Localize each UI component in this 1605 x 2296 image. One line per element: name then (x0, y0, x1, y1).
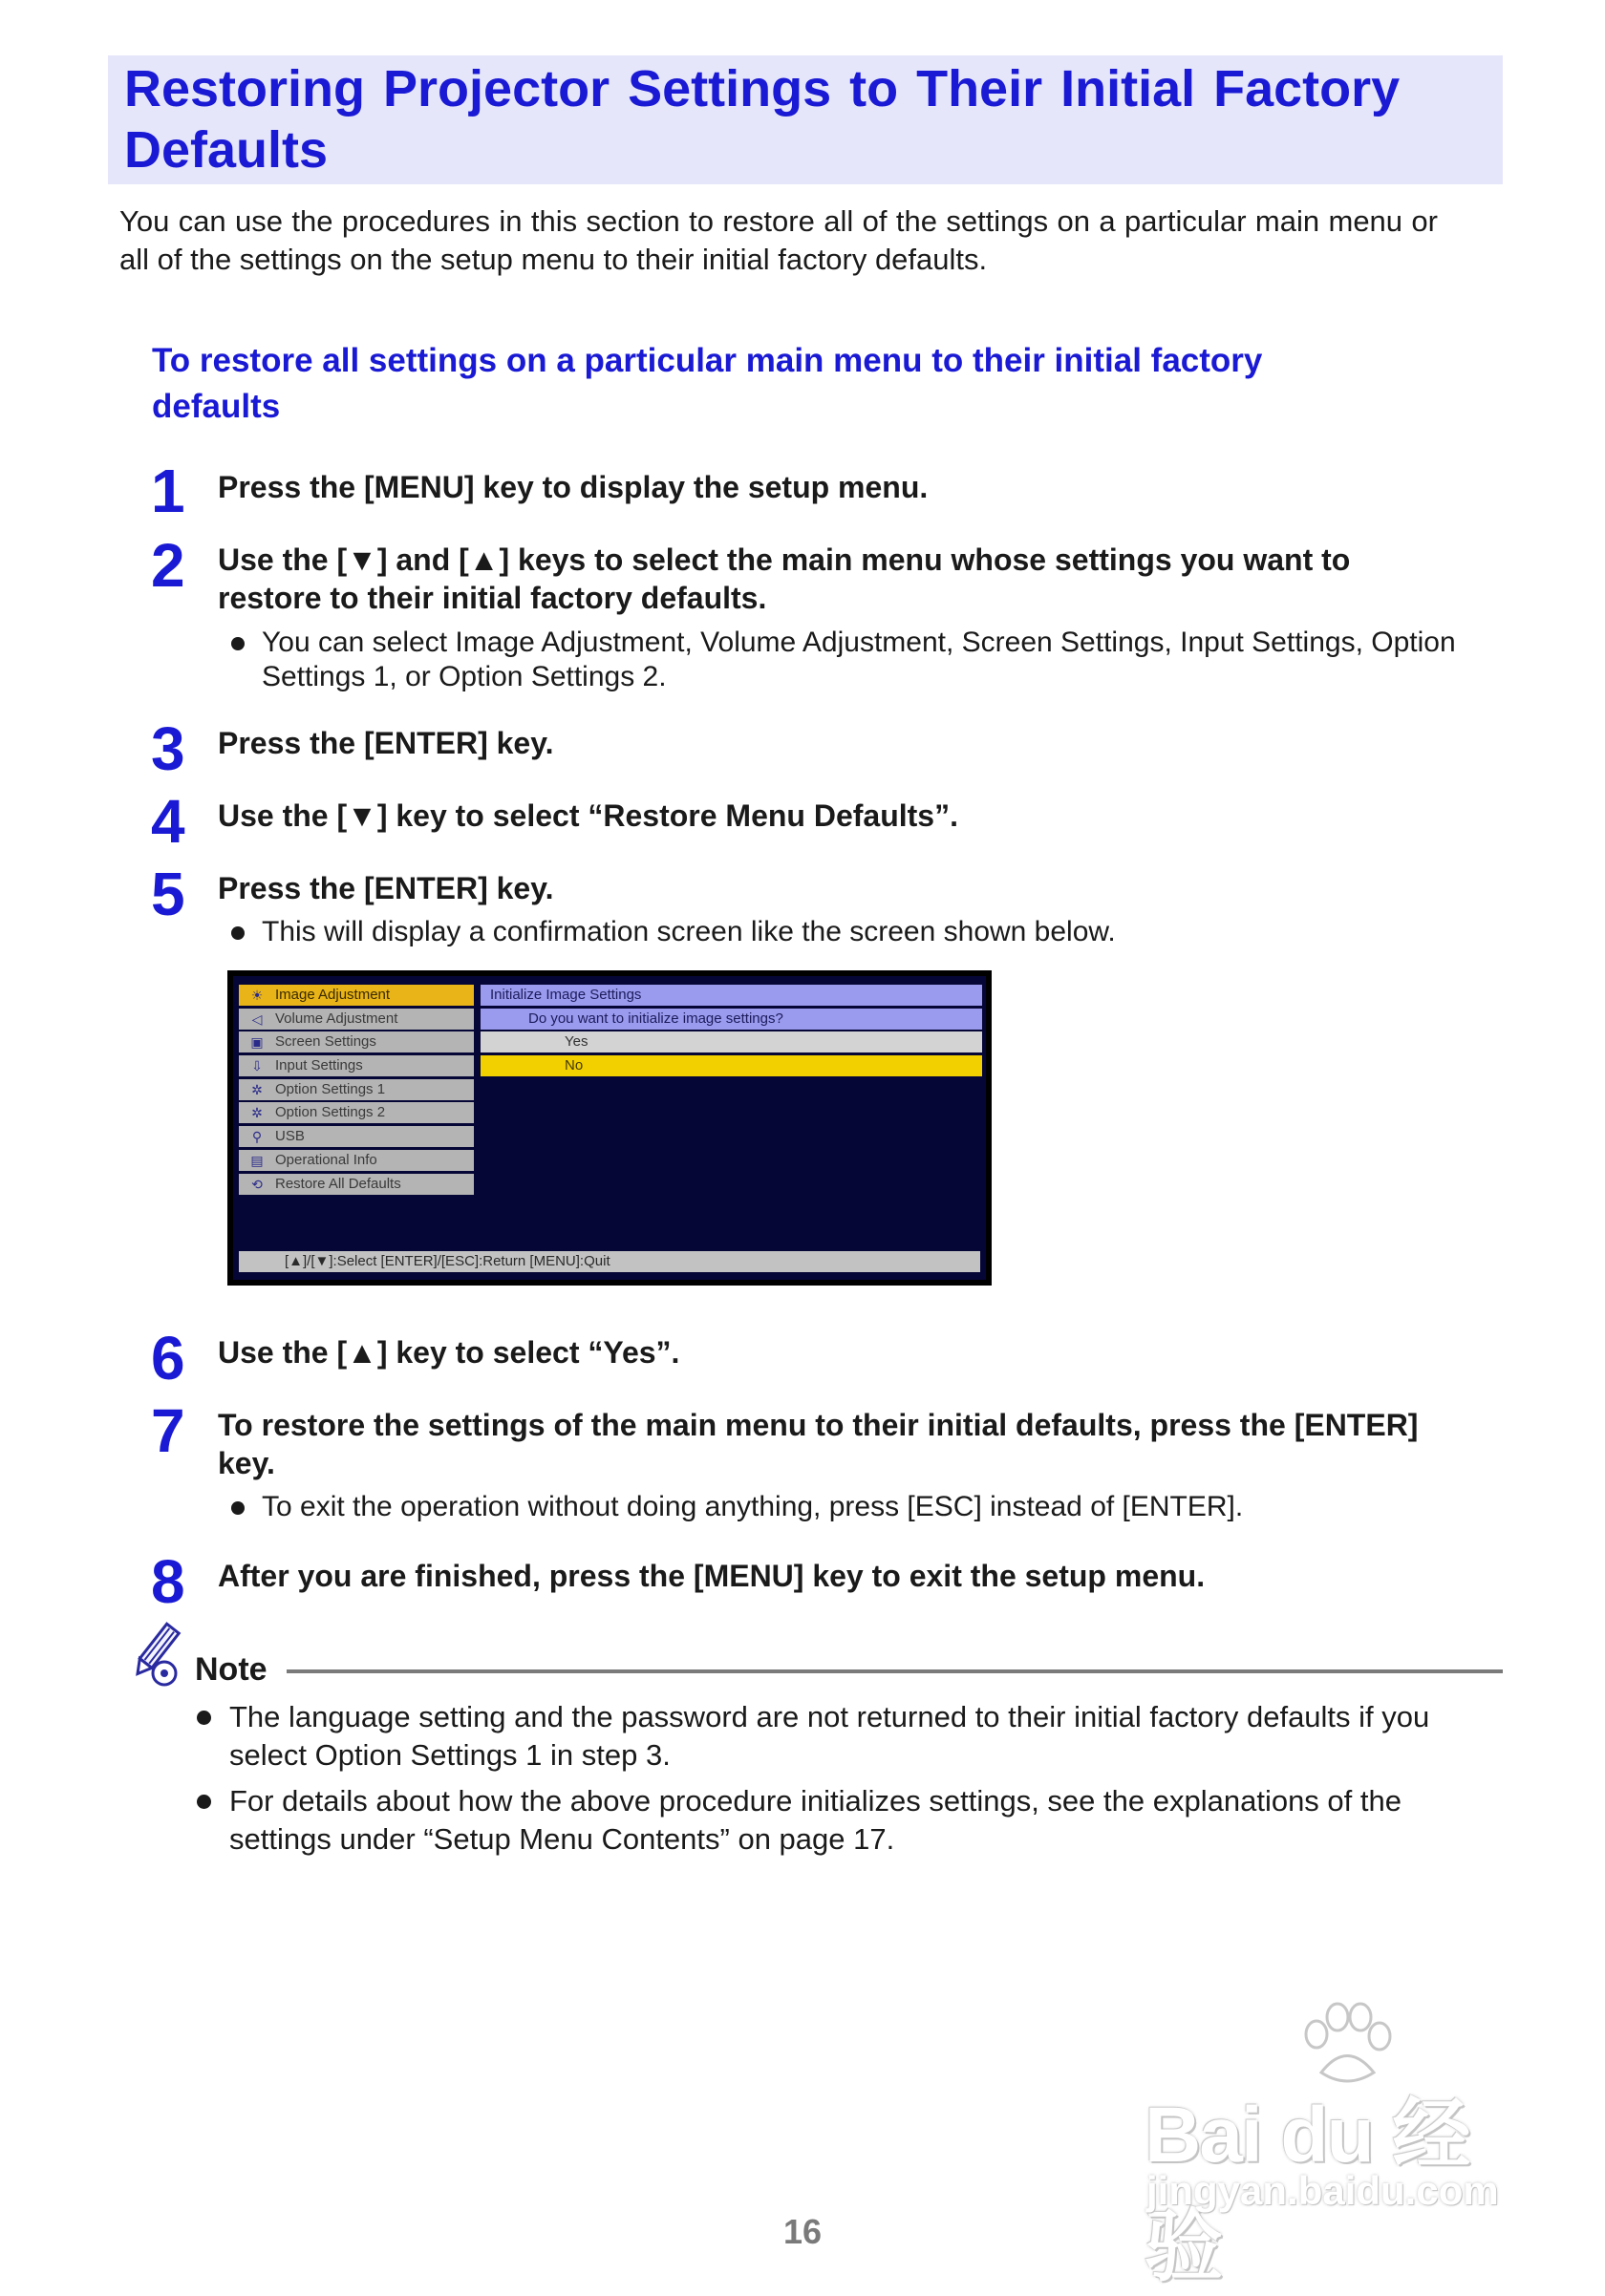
step-bullet (231, 626, 1466, 694)
osd-question: Do you want to initialize image settings? (481, 1009, 982, 1030)
note-item-text: The language setting and the password are not returned to their initial factory defaults if you select Option Settings 1 in step 3. (229, 1700, 1430, 1772)
bullet-dot (197, 1711, 211, 1725)
procedure-heading: To restore all settings on a particular main menu to their initial factory defaults (152, 342, 1263, 425)
bullet-dot (231, 637, 245, 650)
intro-paragraph: You can use the procedures in this section to restore all of the settings on a particular main menu or all of the settings on the setup menu to their initial factory defaults. (119, 204, 1438, 276)
osd-menu-item (239, 1174, 474, 1195)
osd-menu-item (239, 1150, 474, 1171)
note-divider (287, 1669, 1503, 1673)
osd-option-yes: Yes (481, 1031, 982, 1052)
osd-menu-item (239, 1031, 474, 1052)
step-number: 1 (151, 457, 185, 525)
step-number: 4 (151, 787, 185, 856)
step-bullet-text: To exit the operation without doing anything, press [ESC] instead of [ENTER]. (262, 1491, 1244, 1522)
osd-menu-item (239, 1126, 474, 1147)
osd-dialog-panel (481, 985, 982, 1079)
osd-key-guide: [▲]/[▼]:Select [ENTER]/[ESC]:Return [MENU]:Quit (239, 1251, 980, 1272)
step-number: 8 (151, 1547, 185, 1616)
pencil-note-icon (118, 1620, 187, 1689)
title-bar (108, 55, 1503, 184)
note-item-text: For details about how the above procedure initializes settings, see the explanations of the settings under “Setup Menu Contents” on page 17. (229, 1784, 1402, 1856)
step-text: To restore the settings of the main menu to their initial defaults, press the [ENTER] key. (218, 1408, 1419, 1480)
step-text: After you are finished, press the [MENU] key to exit the setup menu. (218, 1559, 1206, 1593)
note-item (197, 1698, 1490, 1775)
step-bullet-text: This will display a confirmation screen like the screen shown below. (262, 916, 1116, 947)
osd-menu-label: Option Settings 1 (275, 1080, 386, 1097)
osd-screen (233, 976, 986, 1280)
osd-menu-label: Restore All Defaults (275, 1175, 401, 1192)
step-text: Use the [▼] key to select “Restore Menu Defaults”. (218, 798, 958, 833)
osd-menu-item (239, 1009, 474, 1030)
osd-main-menu (239, 985, 474, 1197)
step-number: 7 (151, 1396, 185, 1465)
speaker-icon: ◁ (251, 1010, 263, 1027)
osd-menu-item (239, 1055, 474, 1076)
usb-icon: ⚲ (251, 1129, 263, 1145)
osd-option-no: No (481, 1055, 982, 1076)
step-text: Use the [▲] key to select “Yes”. (218, 1335, 680, 1370)
osd-menu-item (239, 1079, 474, 1100)
osd-menu-label: Input Settings (275, 1057, 363, 1074)
osd-menu-item (239, 985, 474, 1006)
osd-menu-item (239, 1102, 474, 1123)
baidu-watermark (1125, 1996, 1527, 2290)
osd-panel-title: Initialize Image Settings (481, 985, 982, 1006)
osd-menu-label: USB (275, 1128, 305, 1145)
page-title: Restoring Projector Settings to Their Initial Factory Defaults (124, 60, 1401, 179)
step-number: 2 (151, 531, 185, 600)
step-number: 5 (151, 860, 185, 928)
step-text: Use the [▼] and [▲] keys to select the main menu whose settings you want to restore to their initial factory defaults. (218, 542, 1351, 615)
page-number: 16 (782, 2212, 823, 2251)
screen-icon: ▣ (250, 1034, 264, 1051)
step-text: Press the [MENU] key to display the setup menu. (218, 470, 929, 504)
step-number: 3 (151, 714, 185, 783)
osd-menu-label: Screen Settings (275, 1033, 376, 1051)
watermark-logo-text: Bai du 经验 (1145, 2092, 1469, 2290)
osd-menu-label: Operational Info (275, 1151, 377, 1168)
note-item (197, 1782, 1490, 1859)
step-text: Press the [ENTER] key. (218, 726, 554, 760)
osd-menu-label: Image Adjustment (275, 987, 391, 1003)
bullet-dot (231, 1501, 245, 1515)
note-label: Note (195, 1651, 268, 1688)
options-icon: ✲ (251, 1081, 263, 1097)
restore-icon: ⟲ (251, 1176, 263, 1192)
image-adjustment-icon: ☀ (250, 988, 264, 1003)
step-bullet (231, 915, 1466, 949)
input-icon: ⇩ (251, 1058, 263, 1074)
confirmation-screen-figure (227, 970, 992, 1286)
osd-menu-label: Volume Adjustment (275, 1010, 398, 1027)
watermark-url: jingyan.baidu.com (1146, 2168, 1499, 2213)
options-icon: ✲ (251, 1105, 263, 1121)
osd-menu-label: Option Settings 2 (275, 1104, 386, 1121)
bullet-dot (197, 1795, 211, 1809)
bullet-dot (231, 926, 245, 940)
step-number: 6 (151, 1324, 185, 1392)
step-bullet (231, 1490, 1466, 1524)
info-icon: ▤ (250, 1152, 264, 1168)
step-text: Press the [ENTER] key. (218, 871, 554, 905)
step-bullet-text: You can select Image Adjustment, Volume Adjustment, Screen Settings, Input Settings, Option Settings 1, or Option Settings 2. (262, 627, 1456, 692)
